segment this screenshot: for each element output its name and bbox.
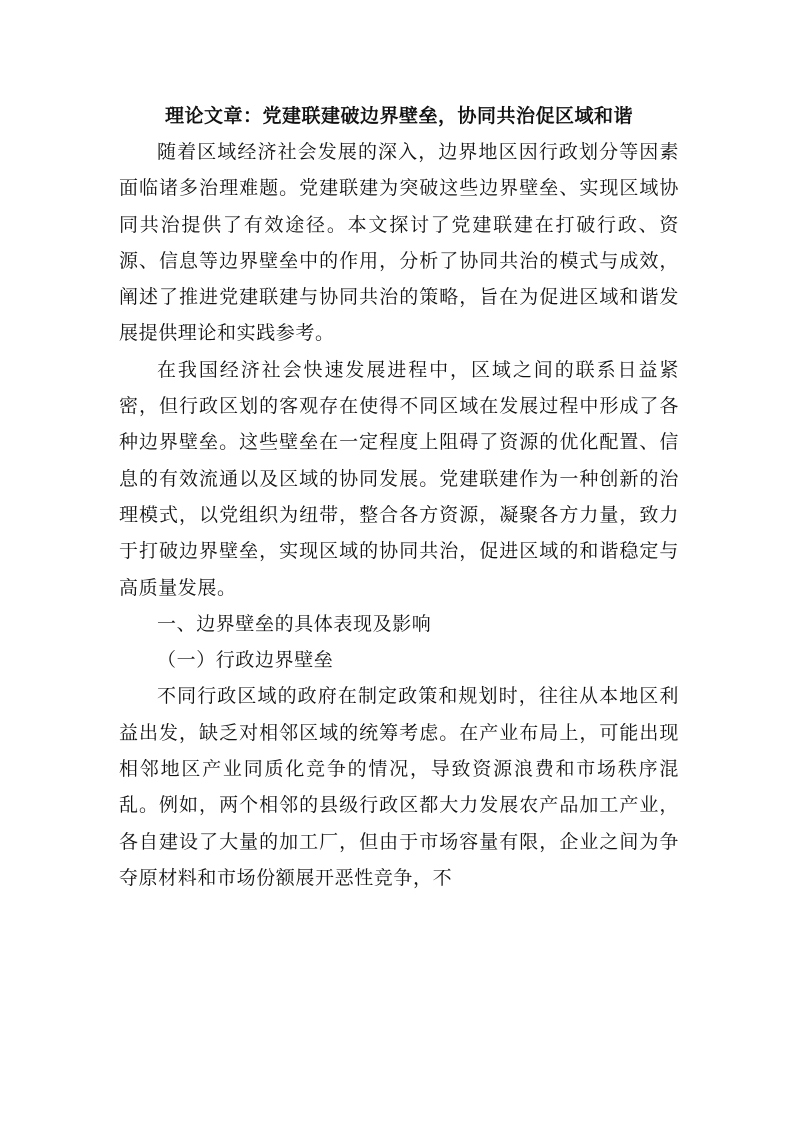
abstract-paragraph: 随着区域经济社会发展的深入，边界地区因行政划分等因素面临诸多治理难题。党建联建为突破这些边界壁垒、实现区域协同共治提供了有效途径。本文探讨了党建联建在打破行政、资源、信息等边界壁垒中的作用，分析了协同共治的模式与成效，阐述了推进党建联建与协同共治的策略，旨在为促进区域和谐发展提供理论和实践参考。 (119, 141, 679, 345)
document-title: 理论文章：党建联建破边界壁垒，协同共治促区域和谐 (164, 105, 633, 127)
subsection-paragraph: 不同行政区域的政府在制定政策和规划时，往往从本地区利益出发，缺乏对相邻区域的统筹考虑。在产业布局上，可能出现相邻地区产业同质化竞争的情况，导致资源浪费和市场秩序混乱。例如，两个相邻的县级行政区都大力发展农产品加工产业，各自建设了大量的加工厂，但由于市场容量有限，企业之间为争夺原材料和市场份额展开恶性竞争，不 (119, 685, 679, 889)
subsection-heading: （一）行政边界壁垒 (157, 649, 334, 672)
section-heading: 一、边界壁垒的具体表现及影响 (157, 612, 432, 635)
document-body (119, 98, 679, 896)
intro-paragraph: 在我国经济社会快速发展进程中，区域之间的联系日益紧密，但行政区划的客观存在使得不同区域在发展过程中形成了各种边界壁垒。这些壁垒在一定程度上阻碍了资源的优化配置、信息的有效流通以及区域的协同发展。党建联建作为一种创新的治理模式，以党组织为纽带，整合各方资源，凝聚各方力量，致力于打破边界壁垒，实现区域的协同共治，促进区域的和谐稳定与高质量发展。 (119, 358, 679, 599)
